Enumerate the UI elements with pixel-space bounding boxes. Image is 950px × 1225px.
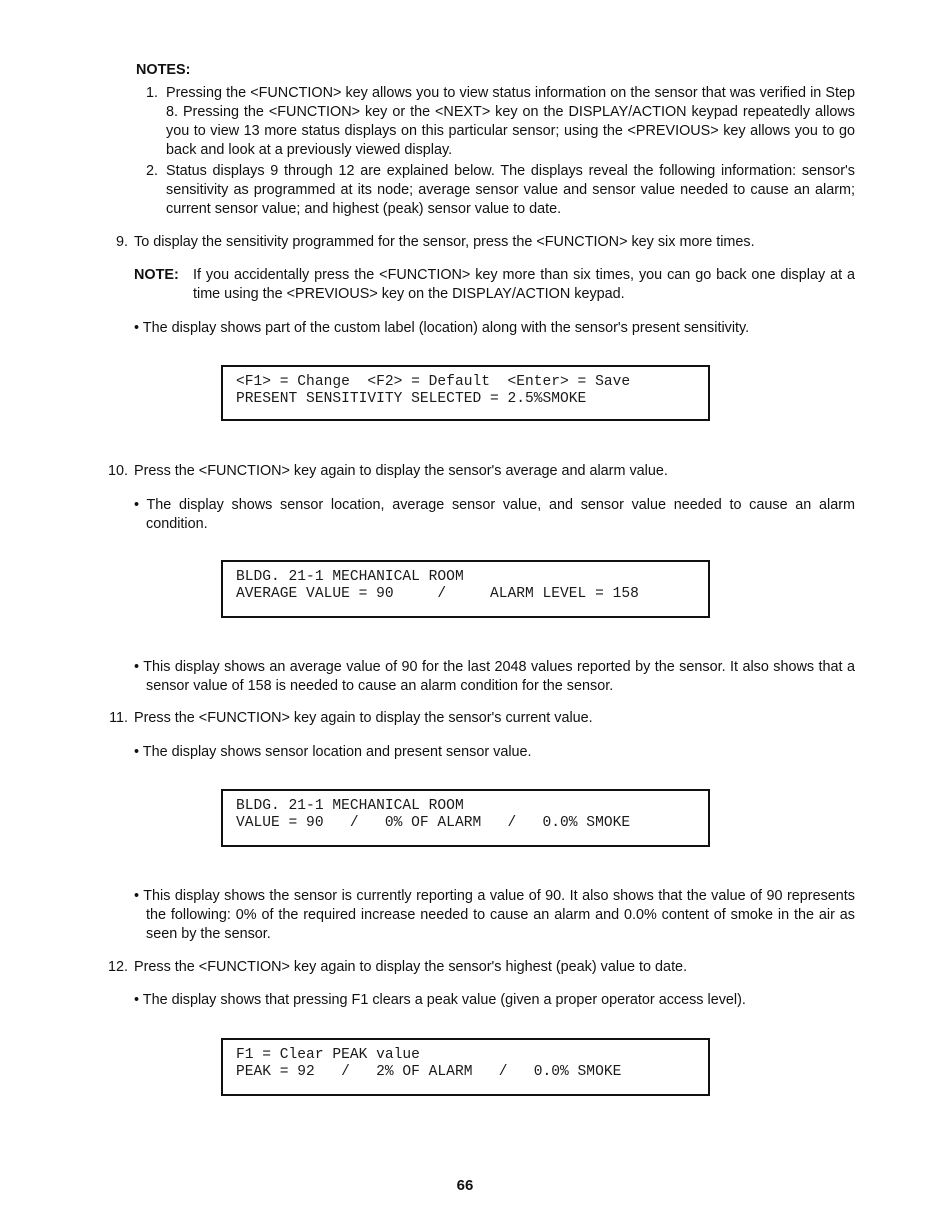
page-number: 66 [456,1177,474,1194]
step-12-text: Press the <FUNCTION> key again to display the sensor's highest (peak) value to date. [134,959,688,975]
step-11-bullet: • The display shows sensor location and present sensor value. [134,744,532,760]
notes-title: NOTES: [136,62,191,78]
step-9-note-text: If you accidentally press the <FUNCTION> key more than six times, you can go back one display at a time using the <PREVIOUS> key on the DISPLAY/ACTION keypad. [193,267,855,302]
step-10-bullet: • The display shows sensor location, average sensor value, and sensor value needed to cause an alarm condition. [134,497,855,532]
step-10-number: 10. [107,463,128,479]
step-12-number: 12. [107,959,128,975]
note-2-text: Status displays 9 through 12 are explained below. The displays reveal the following information: sensor's sensitivity as programmed at its node; average sensor value and sensor value needed to cause an alarm; current sensor value; and highest (peak) sensor value to date. [166,163,855,217]
display-line-2: PEAK = 92 / 2% OF ALARM / 0.0% SMOKE [236,1064,622,1080]
note-1-text: Pressing the <FUNCTION> key allows you to view status information on the sensor that was verified in Step 8. Pressing the <FUNCTION> key or the <NEXT> key on the DISPLAY/ACTION keypad repeatedly allows you to view 13 more status displays on this particular sensor; using the <PREVIOUS> key allows you to go back and look at a previously viewed display. [166,85,855,158]
step-9-note-label: NOTE: [134,267,179,283]
current-value-display [221,789,710,847]
step-12-bullet: • The display shows that pressing F1 clears a peak value (given a proper operator access level). [134,992,746,1008]
step-9-number: 9. [115,234,128,250]
step-11-number: 11. [109,710,128,726]
average-alarm-display [221,560,710,618]
note-1-number: 1. [146,85,159,101]
step-11-bullet-2: • This display shows the sensor is currently reporting a value of 90. It also shows that the value of 90 represents the following: 0% of the required increase needed to cause an alarm and 0.0% content of smoke in the air as seen by the sensor. [134,888,855,942]
sensitivity-display [221,365,710,421]
display-line-2: VALUE = 90 / 0% OF ALARM / 0.0% SMOKE [236,815,631,831]
note-2-number: 2. [146,163,159,179]
display-line-2: AVERAGE VALUE = 90 / ALARM LEVEL = 158 [236,586,639,602]
step-10-bullet-2: • This display shows an average value of 90 for the last 2048 values reported by the sensor. It also shows that a sensor value of 158 is needed to cause an alarm condition for the sensor. [134,659,855,694]
display-line-1: <F1> = Change <F2> = Default <Enter> = Save [236,374,631,390]
step-10-text: Press the <FUNCTION> key again to display the sensor's average and alarm value. [134,463,668,479]
step-9-bullet: • The display shows part of the custom label (location) along with the sensor's present sensitivity. [134,320,750,336]
display-line-1: F1 = Clear PEAK value [236,1047,420,1063]
step-9-text: To display the sensitivity programmed for the sensor, press the <FUNCTION> key six more times. [134,234,755,250]
display-line-1: BLDG. 21-1 MECHANICAL ROOM [236,798,464,814]
display-line-2: PRESENT SENSITIVITY SELECTED = 2.5%SMOKE [236,391,587,407]
display-line-1: BLDG. 21-1 MECHANICAL ROOM [236,569,464,585]
peak-value-display [221,1038,710,1096]
step-11-text: Press the <FUNCTION> key again to display the sensor's current value. [134,710,593,726]
